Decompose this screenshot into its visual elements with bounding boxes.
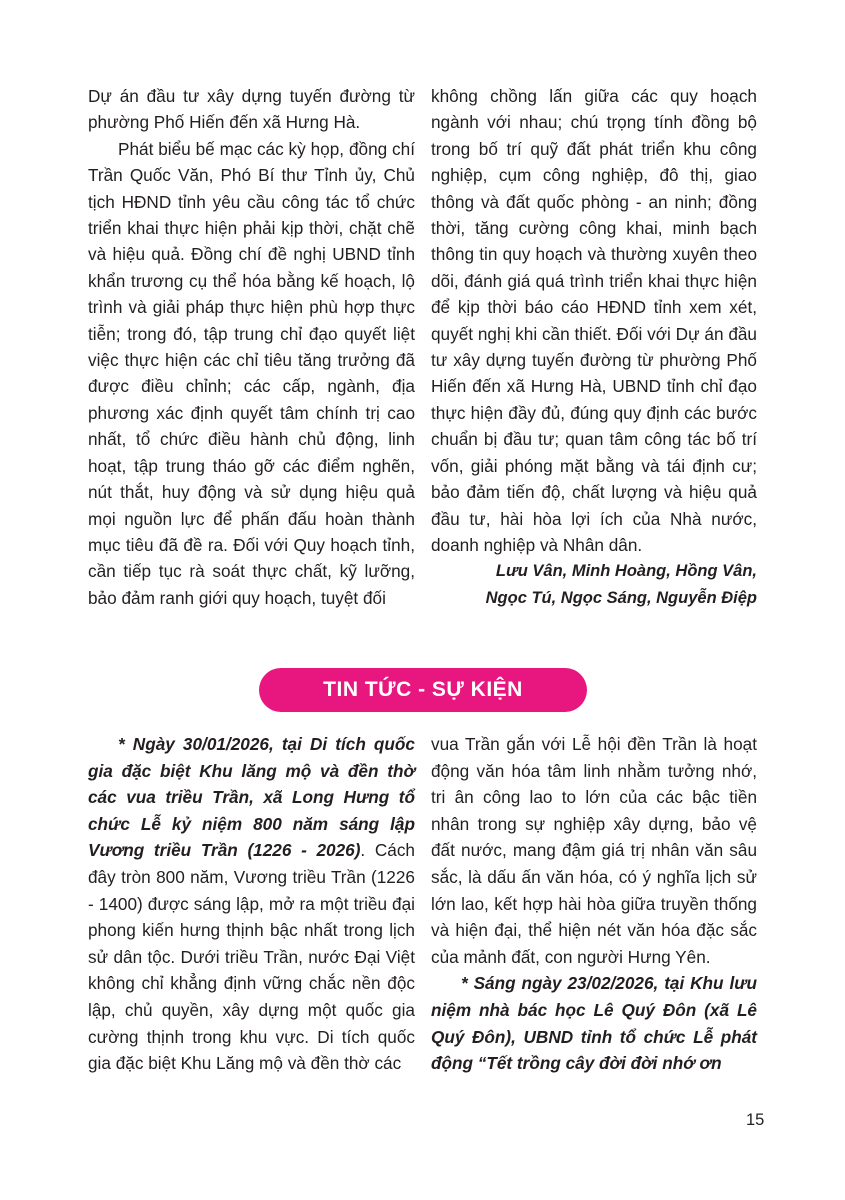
news-right-column	[431, 731, 757, 1077]
news-left-column	[88, 731, 415, 1077]
section-banner: TIN TỨC - SỰ KIỆN	[259, 668, 587, 712]
authors-line-2: Ngọc Tú, Ngọc Sáng, Nguyễn Điệp	[485, 588, 757, 607]
article-paragraph: không chồng lấn giữa các quy hoạch ngành với nhau; chú trọng tính đồng bộ trong bố trí quỹ đất phát triển khu công nghiệp, cụm công nghiệp, đô thị, giao thông và đất quốc phòng - an ninh; đồng thời, tăng cường công khai, minh bạch thông tin quy hoạch và thường xuyên theo dõi, đánh giá quá trình triển khai thực hiện để kịp thời báo cáo HĐND tỉnh xem xét, quyết nghị khi cần thiết. Đối với Dự án đầu tư xây dựng tuyến đường từ phường Phố Hiến đến xã Hưng Hà, UBND tỉnh chỉ đạo thực hiện đầy đủ, đúng quy định các bước chuẩn bị đầu tư; quan tâm công tác bố trí vốn, giải phóng mặt bằng và tái định cư; bảo đảm tiến độ, chất lượng và hiệu quả đầu tư, hài hòa lợi ích của Nhà nước, doanh nghiệp và Nhân dân.	[431, 86, 757, 555]
article-left-column	[88, 83, 415, 611]
news-item-1-lead: * Ngày 30/01/2026, tại Di tích quốc gia đặc biệt Khu lăng mộ và đền thờ các vua triều Trần, xã Long Hưng tổ chức Lễ kỷ niệm 800 năm sáng lập Vương triều Trần (1226 - 2026)	[88, 734, 415, 861]
news-item-1	[88, 731, 415, 1077]
authors-line-1: Lưu Vân, Minh Hoàng, Hồng Vân,	[495, 562, 757, 581]
page-number: 15	[746, 1111, 765, 1129]
news-item-2-lead: * Sáng ngày 23/02/2026, tại Khu lưu niệm nhà bác học Lê Quý Đôn (xã Lê Quý Đôn), UBND tỉnh tổ chức Lễ phát động “Tết trồng cây đời đời nhớ ơn	[431, 973, 757, 1074]
news-item-1-body: . Cách đây tròn 800 năm, Vương triều Trần (1226 - 1400) được sáng lập, mở ra một triều đại phong kiến hưng thịnh bậc nhất trong lịch sử dân tộc. Dưới triều Trần, nước Đại Việt không chỉ khẳng định vững chắc nền độc lập, chủ quyền, xây dựng một quốc gia cường thịnh trong khu vực. Di tích quốc gia đặc biệt Khu Lăng mộ và đền thờ các	[88, 840, 415, 1074]
article-authors	[431, 558, 757, 611]
article-paragraph: Dự án đầu tư xây dựng tuyến đường từ phường Phố Hiến đến xã Hưng Hà.	[88, 86, 415, 133]
article-paragraph: Phát biểu bế mạc các kỳ họp, đồng chí Trần Quốc Văn, Phó Bí thư Tỉnh ủy, Chủ tịch HĐND tỉnh yêu cầu công tác tổ chức triển khai thực hiện phải kịp thời, chặt chẽ và hiệu quả. Đồng chí đề nghị UBND tỉnh khẩn trương cụ thể hóa bằng kế hoạch, lộ trình và giải pháp thực hiện phù hợp thực tiễn; trong đó, tập trung chỉ đạo quyết liệt việc thực hiện các chỉ tiêu tăng trưởng đã được điều chỉnh; các cấp, ngành, địa phương xác định quyết tâm chính trị cao nhất, tổ chức điều hành chủ động, linh hoạt, tập trung tháo gỡ các điểm nghẽn, nút thắt, huy động và sử dụng hiệu quả mọi nguồn lực để phấn đấu hoàn thành mục tiêu đã đề ra. Đối với Quy hoạch tỉnh, cần tiếp tục rà soát thực chất, kỹ lưỡng, bảo đảm ranh giới quy hoạch, tuyệt đối	[88, 138, 415, 608]
news-item-1-continued: vua Trần gắn với Lễ hội đền Trần là hoạt động văn hóa tâm linh nhằm tưởng nhớ, tri ân công lao to lớn của các bậc tiền nhân trong sự nghiệp xây dựng, bảo vệ đất nước, mang đậm giá trị nhân văn sâu sắc, là dấu ấn văn hóa, có ý nghĩa lịch sử lớn lao, kết hợp hài hòa giữa truyền thống và hiện đại, thể hiện nét văn hóa đặc sắc của mảnh đất, con người Hưng Yên.	[431, 734, 757, 967]
article-right-column	[431, 83, 757, 611]
